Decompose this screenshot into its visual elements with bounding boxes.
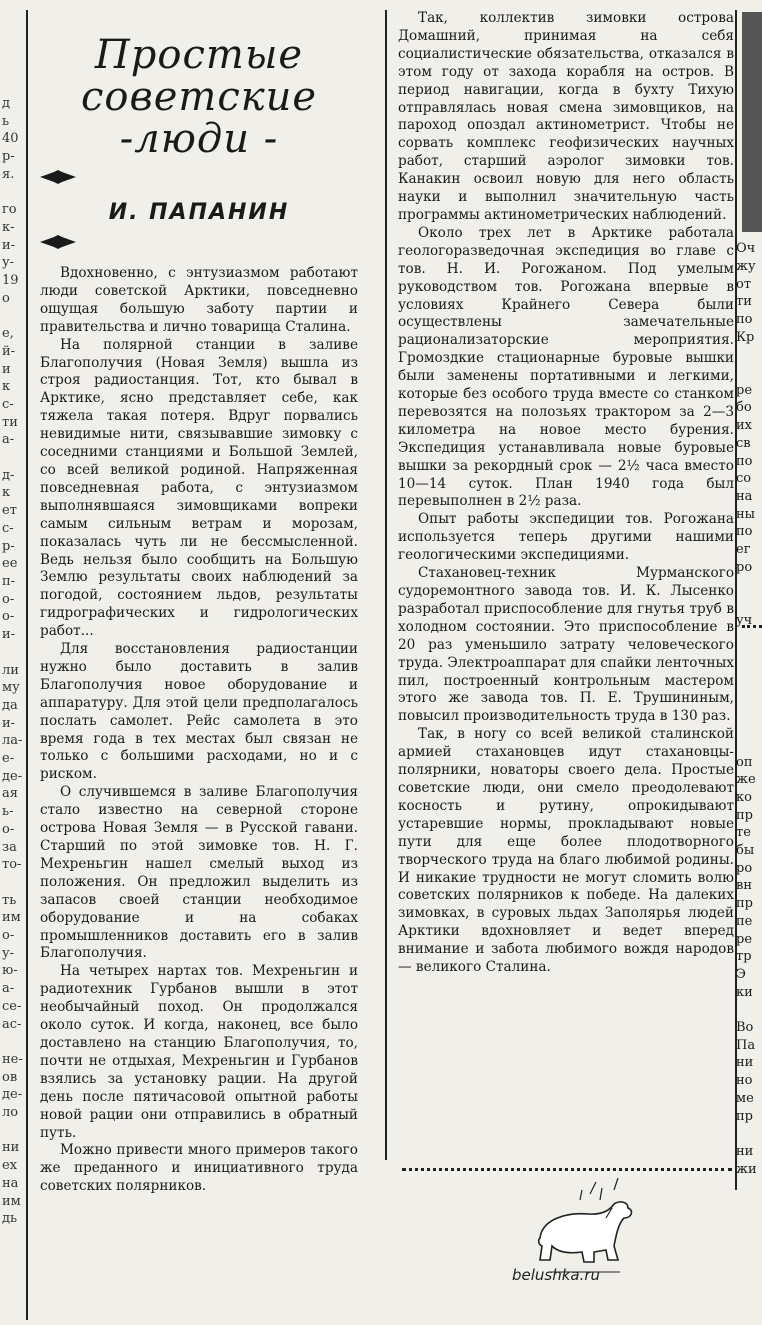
right-column-fragments: Оч жу от ти по Кр ре бо их св по со на ны по ег ро уч оп же ко пр те бы ро вн пр пе ре тр Э ки Во Па ни но ме пр ни жи <box>736 241 757 1177</box>
left-neighbor-column <box>2 95 24 1315</box>
right-neighbor-column <box>736 10 762 1190</box>
paragraph: Так, в ногу со всей великой сталинской армией стахановцев идут стахановцы-полярники, новаторы своего дела. Простые советские люди, они смело преодолевают косность и рутину, опрокидывают устаревшие нормы, прокладывают новые пути для еще более плодотворного творческого труда на благо любимой родины. И никакие трудности не могут сломить волю советских полярников к победе. На далеких зимовках, в суровых льдах Заполярья людей Арктики вдохновляет и ведет вперед внимание и забота любимого вождя народов — великого Сталина. <box>398 726 734 976</box>
paragraph: Опыт работы экспедиции тов. Рогожана используется теперь другими нашими геологическими экспедициями. <box>398 511 734 564</box>
paragraph: Для восстановления радиостанции нужно было доставить в залив Благополучия новое оборудование и аппаратуру. Для этой цели предполагалось послать самолет. Рейс самолета в это время года в тех местах был связан не только с большими расходами, но и с риском. <box>40 641 358 783</box>
title-line-2: советские <box>80 74 318 120</box>
dotted-separator-right <box>742 625 762 628</box>
paragraph: Вдохновенно, с энтузиазмом работают люди советской Арктики, повседневно ощущая большую заботу партии и правительства и лично товарища Сталина. <box>40 265 358 335</box>
paragraph: Около трех лет в Арктике работала геологоразведочная экспедиция во главе с тов. Н. И. Рогожаном. Под умелым руководством тов. Рогожана впервые в условиях Крайнего Севера были осуществлены замечательные рационализаторские мероприятия. Громоздкие стационарные буровые вышки были заменены портативными и легкими, которые без особого труда вместе со станком перевозятся на полозьях трактором за 2—3 километра на новое место бурения. Экспедиция устанавливала новые буровые вышки за рекордный срок — 2½ часа вместо 10—14 суток. План 1940 года был перевыполнен в 2½ раза. <box>398 224 734 510</box>
paragraph: О случившемся в заливе Благополучия стало известно на северной стороне острова Новая Земля — в Русской гавани. Старший по этой зимовке тов. Н. Г. Мехреньгин нашел смелый выход из положения. Он предложил выделить из запасов своей станции необходимое оборудование и на собаках промышленников доставить его в залив Благополучия. <box>40 784 358 962</box>
left-column-fragments: д ь 40 р- я. го к- и- у- 19 о е, й- и к с- ти а- д- к ет с- р- ее п- о- о- и- ли му да и- ла- е- де- ая ь- о- за то- ть им о- у- ю- а- се- ас- не- ов де- ло ни ех на им дь <box>2 96 23 1227</box>
title-line-3: -люди - <box>119 116 279 162</box>
article-column-1 <box>40 20 358 1310</box>
paragraph: На полярной станции в заливе Благополучия (Новая Земля) вышла из строя радиостанция. Тот, кто бывал в Арктике, ясно представляет себе, как тяжела такая потеря. Вдруг порвались невидимые нити, связывавшие зимовку с соседними станциями и Большой Землей, со всей великой родиной. Напряженная повседневная работа, с энтузиазмом выполнявшаяся зимовщиками вопреки самым сильным ветрам и морозам, показалась чуть ли не бессмысленной. Ведь нельзя было сообщить на Большую Землю результаты своих наблюдений за погодой, состоянием льдов, результаты гидрографических и гидрологических работ... <box>40 336 358 640</box>
paragraph: Стахановец-техник Мурманского судоремонтного завода тов. И. К. Лысенко разработал приспособление для гнутья труб в холодном состоянии. Это приспособление в 20 раз уменьшило затрату человеческого труда. Электроаппарат для спайки ленточных пил, построенный контрольным мастером этого же завода тов. П. Е. Трушининым, повысил производительность труда в 130 раз. <box>398 565 734 725</box>
column-rule-left <box>26 10 28 1320</box>
paragraph: На четырех нартах тов. Мехреньгин и радиотехник Гурбанов вышли в этот необычайный поход. Он продолжался около суток. И когда, наконец, все было доставлено на станцию Благополучия, то, почти не отдыхая, Мехреньгин и Гурбанов взялись за установку рации. На другой день после пятичасовой опытной работы новой рации они отправились в обратный путь. <box>40 963 358 1141</box>
column-rule-middle <box>385 10 387 1160</box>
ornament-icon <box>40 235 76 249</box>
article-title <box>40 34 358 160</box>
author-byline: И. ПАПАНИН <box>108 200 290 225</box>
paragraph: Можно привести много примеров такого же преданного и инициативного труда советских полярников. <box>40 1142 358 1195</box>
title-line-1: Простые <box>94 32 304 78</box>
ornament-icon <box>40 170 76 184</box>
article-body-col1 <box>40 265 358 1196</box>
paragraph: Так, коллектив зимовки острова Домашний, принимая на себя социалистические обязательства, отказался в этом году от захода корабля на остров. В период навигации, когда в бухту Тихую отправлялась новая смена зимовщиков, на пароход опоздал актинометрист. Чтобы не сорвать комплекс геофизических научных работ, старший аэролог зимовки тов. Канакин освоил новую для него область науки и выполнил значительную часть программы актинометрических наблюдений. <box>398 10 734 223</box>
article-body-col2 <box>398 10 734 977</box>
article-column-2 <box>398 10 734 1160</box>
polar-bear-logo-icon <box>510 1160 650 1310</box>
watermark-text: belushka.ru <box>512 1266 601 1284</box>
